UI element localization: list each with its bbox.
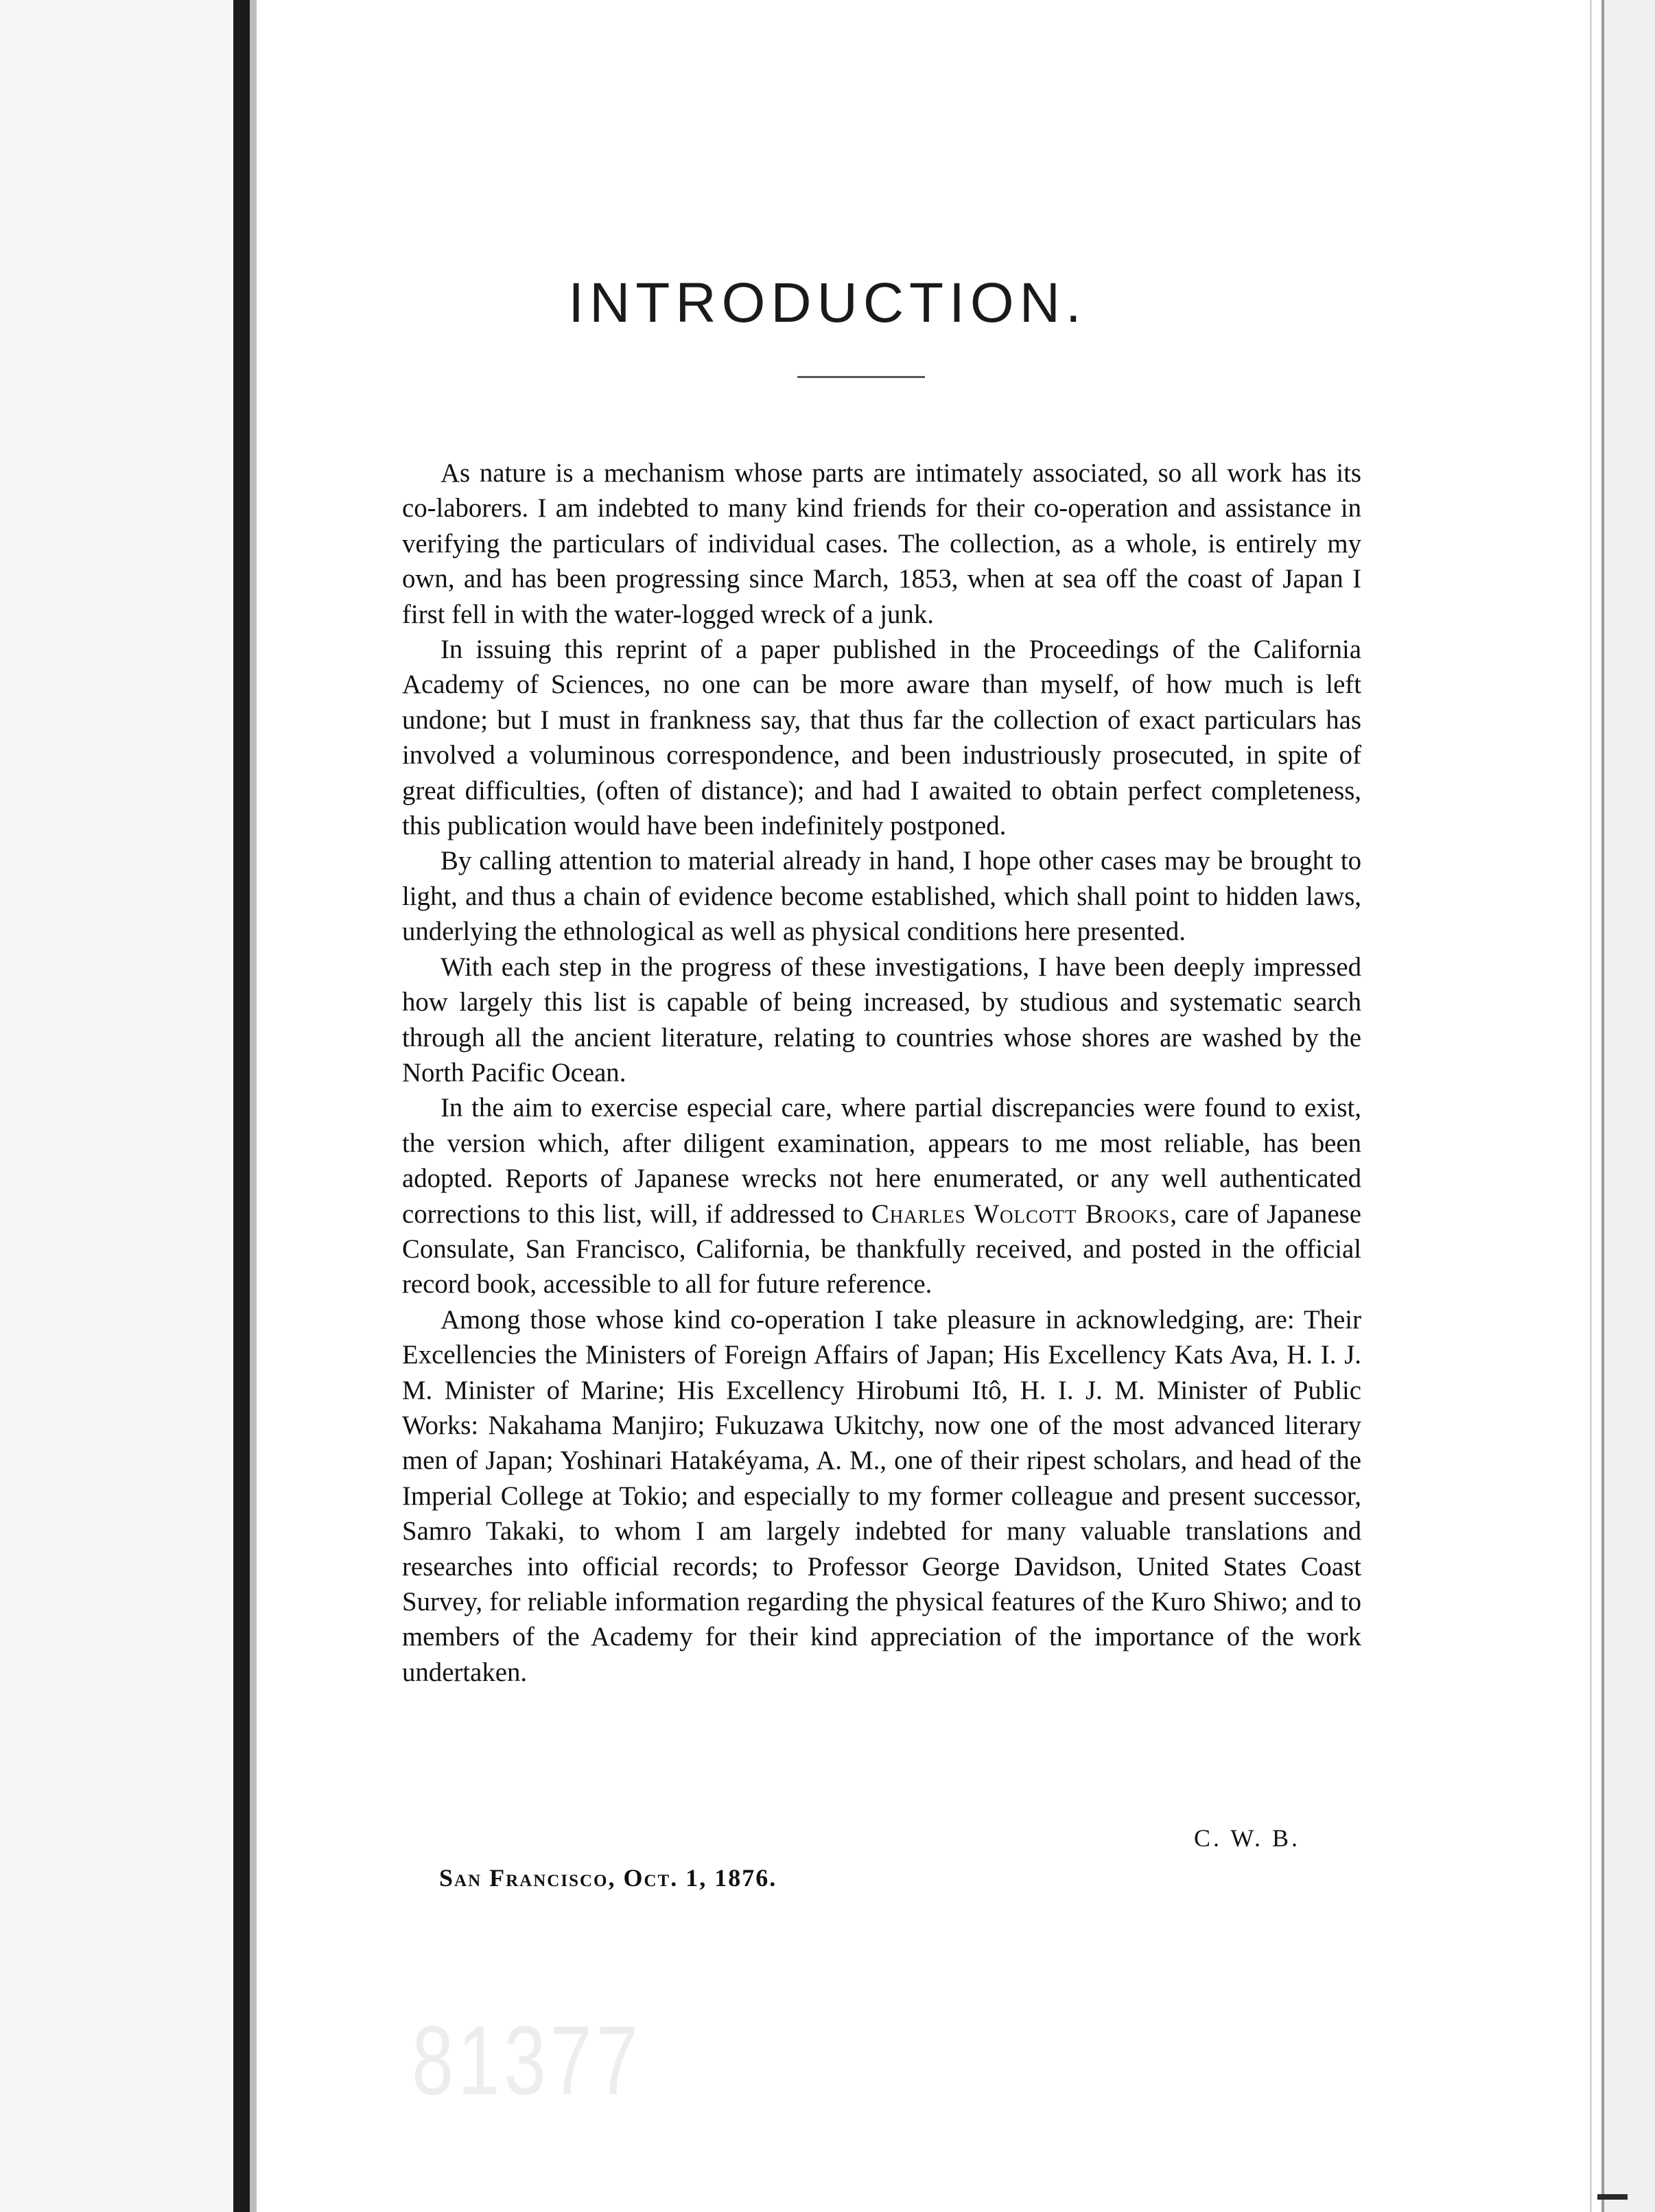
author-name: Charles Wolcott Brooks	[871, 1199, 1171, 1229]
page-title: INTRODUCTION.	[568, 271, 1087, 334]
library-stamp-number: 81377	[412, 2005, 642, 2116]
paragraph-2: In issuing this reprint of a paper published in the Proceedings of the California Academy of Sciences, no one can be more aware than myself, of how much is left undone; but I must in frankness say, that thus far the collection of exact particulars has involved a voluminous correspondence, and been industriously prosecuted, in spite of great difficulties, (often of distance); and had I awaited to obtain perfect completeness, this publication would have been indefinitely postponed.	[402, 635, 1361, 841]
scan-mark	[1597, 2194, 1628, 2200]
paragraph-5	[402, 1090, 1361, 1302]
body-text	[402, 456, 1361, 1690]
paragraph-4: With each step in the progress of these investigations, I have been deeply impressed how largely this list is capable of being increased, by studious and systematic search through all the ancient literature, relating to countries whose shores are washed by the North Pacific Ocean.	[402, 952, 1361, 1087]
paragraph-5-before: In the aim to exercise especial care, where partial discrepancies were found to exist, the version which, after diligent examination, appears to me most reliable, has been adopted. Reports of Japanese wrecks not here enumerated, or any well authenticated corrections to this list, will, if addressed to	[402, 1093, 1361, 1229]
place-and-date: San Francisco, Oct. 1, 1876.	[439, 1864, 777, 1892]
paragraph-6: Among those whose kind co-operation I take pleasure in acknowledging, are: Their Excellencies the Ministers of Foreign Affairs of Japan; His Excellency Kats Ava, H. I. J. M. Minister of Marine; His Excellency Hirobumi Itô, H. I. J. M. Minister of Public Works: Nakahama Manjiro; Fukuzawa Ukitchy, now one of the most advanced literary men of Japan; Yoshinari Hatakéyama, A. M., one of their ripest scholars, and head of the Imperial College at Tokio; and especially to my former colleague and present successor, Samro Takaki, to whom I am largely indebted for many valuable translations and researches into official records; to Professor George Davidson, United States Coast Survey, for reliable information regarding the physical features of the Kuro Shiwo; and to members of the Academy for their kind appreciation of the importance of the work undertaken.	[402, 1304, 1361, 1687]
paragraph-5-after: , care of Japanese Consulate, San Francisco, California, be thankfully received, and posted in the official record book, accessible to all for future reference.	[402, 1199, 1361, 1299]
paragraph-1: As nature is a mechanism whose parts are intimately associated, so all work has its co-laborers. I am indebted to many kind friends for their co-operation and assistance in verifying the particulars of individual cases. The collection, as a whole, is entirely my own, and has been progressing since March, 1853, when at sea off the coast of Japan I first fell in with the water-logged wreck of a junk.	[402, 458, 1361, 629]
title-divider	[797, 376, 925, 378]
signature-initials: C. W. B.	[1194, 1824, 1301, 1852]
paragraph-3: By calling attention to material already in hand, I hope other cases may be brought to light, and thus a chain of evidence become established, which shall point to hidden laws, underlying the ethnological as well as physical conditions here presented.	[402, 846, 1361, 947]
